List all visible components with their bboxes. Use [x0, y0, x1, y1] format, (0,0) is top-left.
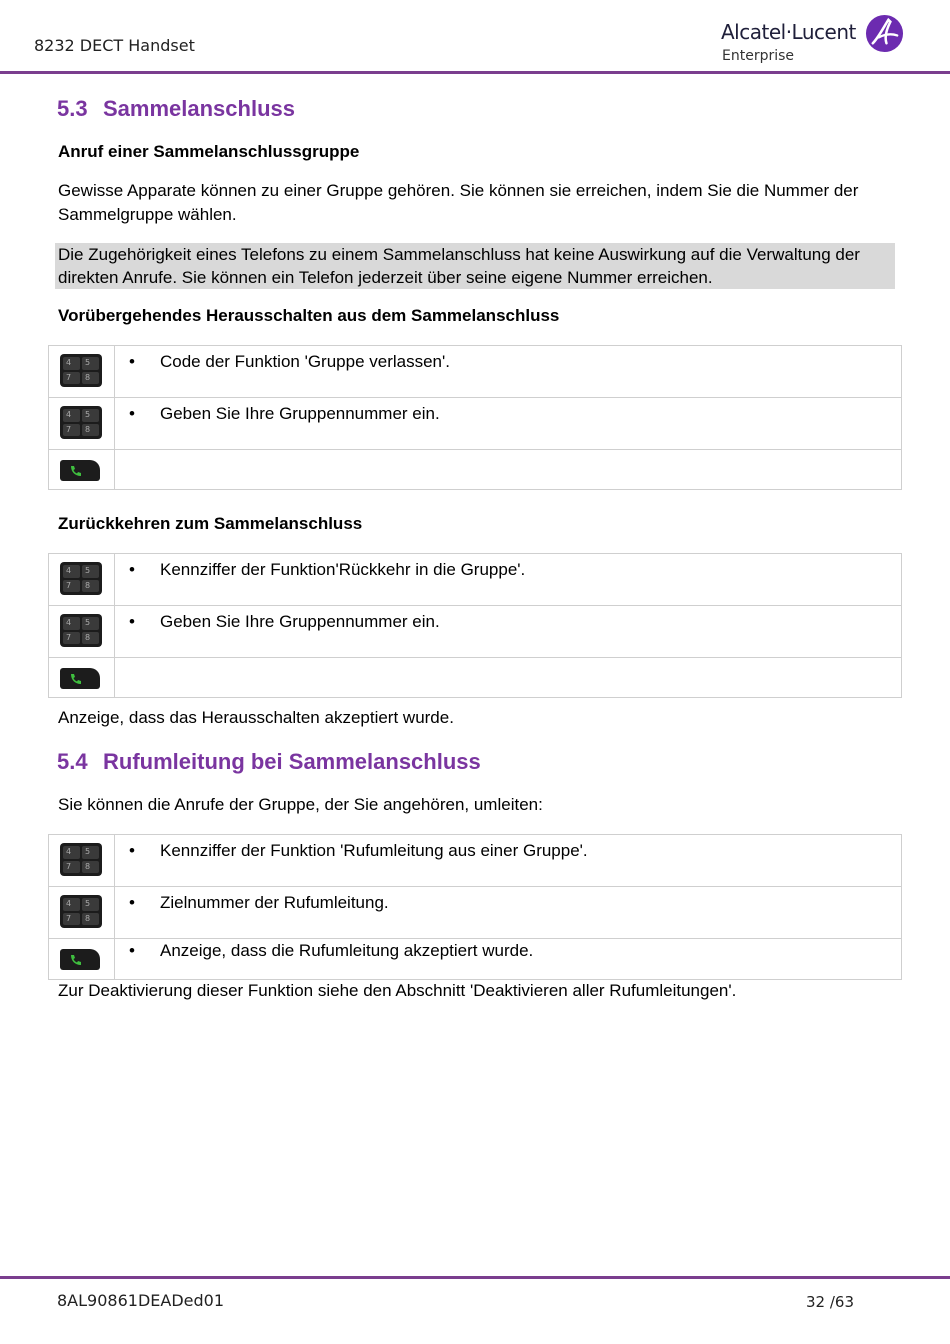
- call-key-icon: [60, 668, 100, 689]
- steps-table-forwarding: [48, 834, 902, 980]
- table-row: [49, 398, 902, 450]
- paragraph-forwarding-intro: Sie können die Anrufe der Gruppe, der Sie angehören, umleiten:: [58, 795, 543, 814]
- bullet: •: [129, 893, 135, 912]
- note-line: Die Zugehörigkeit eines Telefons zu einem Sammelanschluss hat keine Auswirkung auf die Verwaltung der: [58, 245, 860, 264]
- section-number: 5.3: [57, 96, 88, 121]
- table-row: [49, 658, 902, 698]
- step-text: Anzeige, dass die Rufumleitung akzeptiert wurde.: [160, 941, 534, 960]
- header-divider: [0, 71, 950, 74]
- document-title: 8232 DECT Handset: [34, 36, 195, 55]
- step-text: Zielnummer der Rufumleitung.: [160, 893, 389, 912]
- subheading-temporary-leave: Vorübergehendes Herausschalten aus dem Sammelanschluss: [58, 306, 560, 325]
- paragraph-intro: [58, 179, 858, 227]
- highlighted-note: [55, 243, 895, 289]
- section-title: Rufumleitung bei Sammelanschluss: [103, 749, 481, 774]
- step-text: Geben Sie Ihre Gruppennummer ein.: [160, 404, 440, 423]
- step-text: Kennziffer der Funktion'Rückkehr in die Gruppe'.: [160, 560, 526, 579]
- table-row: [49, 346, 902, 398]
- keypad-icon: 4 5 7 8: [60, 354, 102, 387]
- logo-mark-icon: [865, 14, 904, 53]
- bullet: •: [129, 560, 135, 579]
- bullet: •: [129, 612, 135, 631]
- table-row: [49, 939, 902, 980]
- logo-subtitle: Enterprise: [722, 48, 795, 64]
- subheading-group-call: Anruf einer Sammelanschlussgruppe: [58, 142, 360, 161]
- table-row: [49, 835, 902, 887]
- table-row: [49, 606, 902, 658]
- call-key-icon: [60, 949, 100, 970]
- brand-logo: [721, 14, 905, 66]
- bullet: •: [129, 841, 135, 860]
- table-row: [49, 450, 902, 490]
- bullet: •: [129, 404, 135, 423]
- paragraph-line: Gewisse Apparate können zu einer Gruppe gehören. Sie können sie erreichen, indem Sie die Nummer der: [58, 181, 859, 200]
- bullet: •: [129, 941, 135, 960]
- document-reference: 8AL90861DEADed01: [57, 1291, 224, 1310]
- step-text: Kennziffer der Funktion 'Rufumleitung aus einer Gruppe'.: [160, 841, 588, 860]
- keypad-icon: 4 5 7 8: [60, 406, 102, 439]
- call-key-icon: [60, 460, 100, 481]
- step-text: Geben Sie Ihre Gruppennummer ein.: [160, 612, 440, 631]
- table-row: [49, 887, 902, 939]
- section-heading-5-4: [57, 749, 481, 775]
- keypad-icon: 4 5 7 8: [60, 895, 102, 928]
- subheading-return-group: Zurückkehren zum Sammelanschluss: [58, 514, 363, 533]
- step-text: Code der Funktion 'Gruppe verlassen'.: [160, 352, 450, 371]
- steps-table-leave-group: [48, 345, 902, 490]
- keypad-icon: 4 5 7 8: [60, 843, 102, 876]
- bullet: •: [129, 352, 135, 371]
- logo-name: Alcatel·Lucent: [721, 20, 856, 44]
- paragraph-confirmation: Anzeige, dass das Herausschalten akzeptiert wurde.: [58, 708, 454, 727]
- paragraph-closing: Zur Deaktivierung dieser Funktion siehe den Abschnitt 'Deaktivieren aller Rufumleitungen'.: [58, 981, 737, 1000]
- note-line: direkten Anrufe. Sie können ein Telefon jederzeit über seine eigene Nummer erreichen.: [58, 268, 713, 287]
- keypad-icon: 4 5 7 8: [60, 562, 102, 595]
- section-heading-5-3: [57, 96, 295, 122]
- paragraph-line: Sammelgruppe wählen.: [58, 205, 237, 224]
- section-number: 5.4: [57, 749, 88, 774]
- section-title: Sammelanschluss: [103, 96, 295, 121]
- page-number: 32 /63: [806, 1293, 854, 1311]
- steps-table-return-group: [48, 553, 902, 698]
- keypad-icon: 4 5 7 8: [60, 614, 102, 647]
- footer-divider: [0, 1276, 950, 1279]
- table-row: [49, 554, 902, 606]
